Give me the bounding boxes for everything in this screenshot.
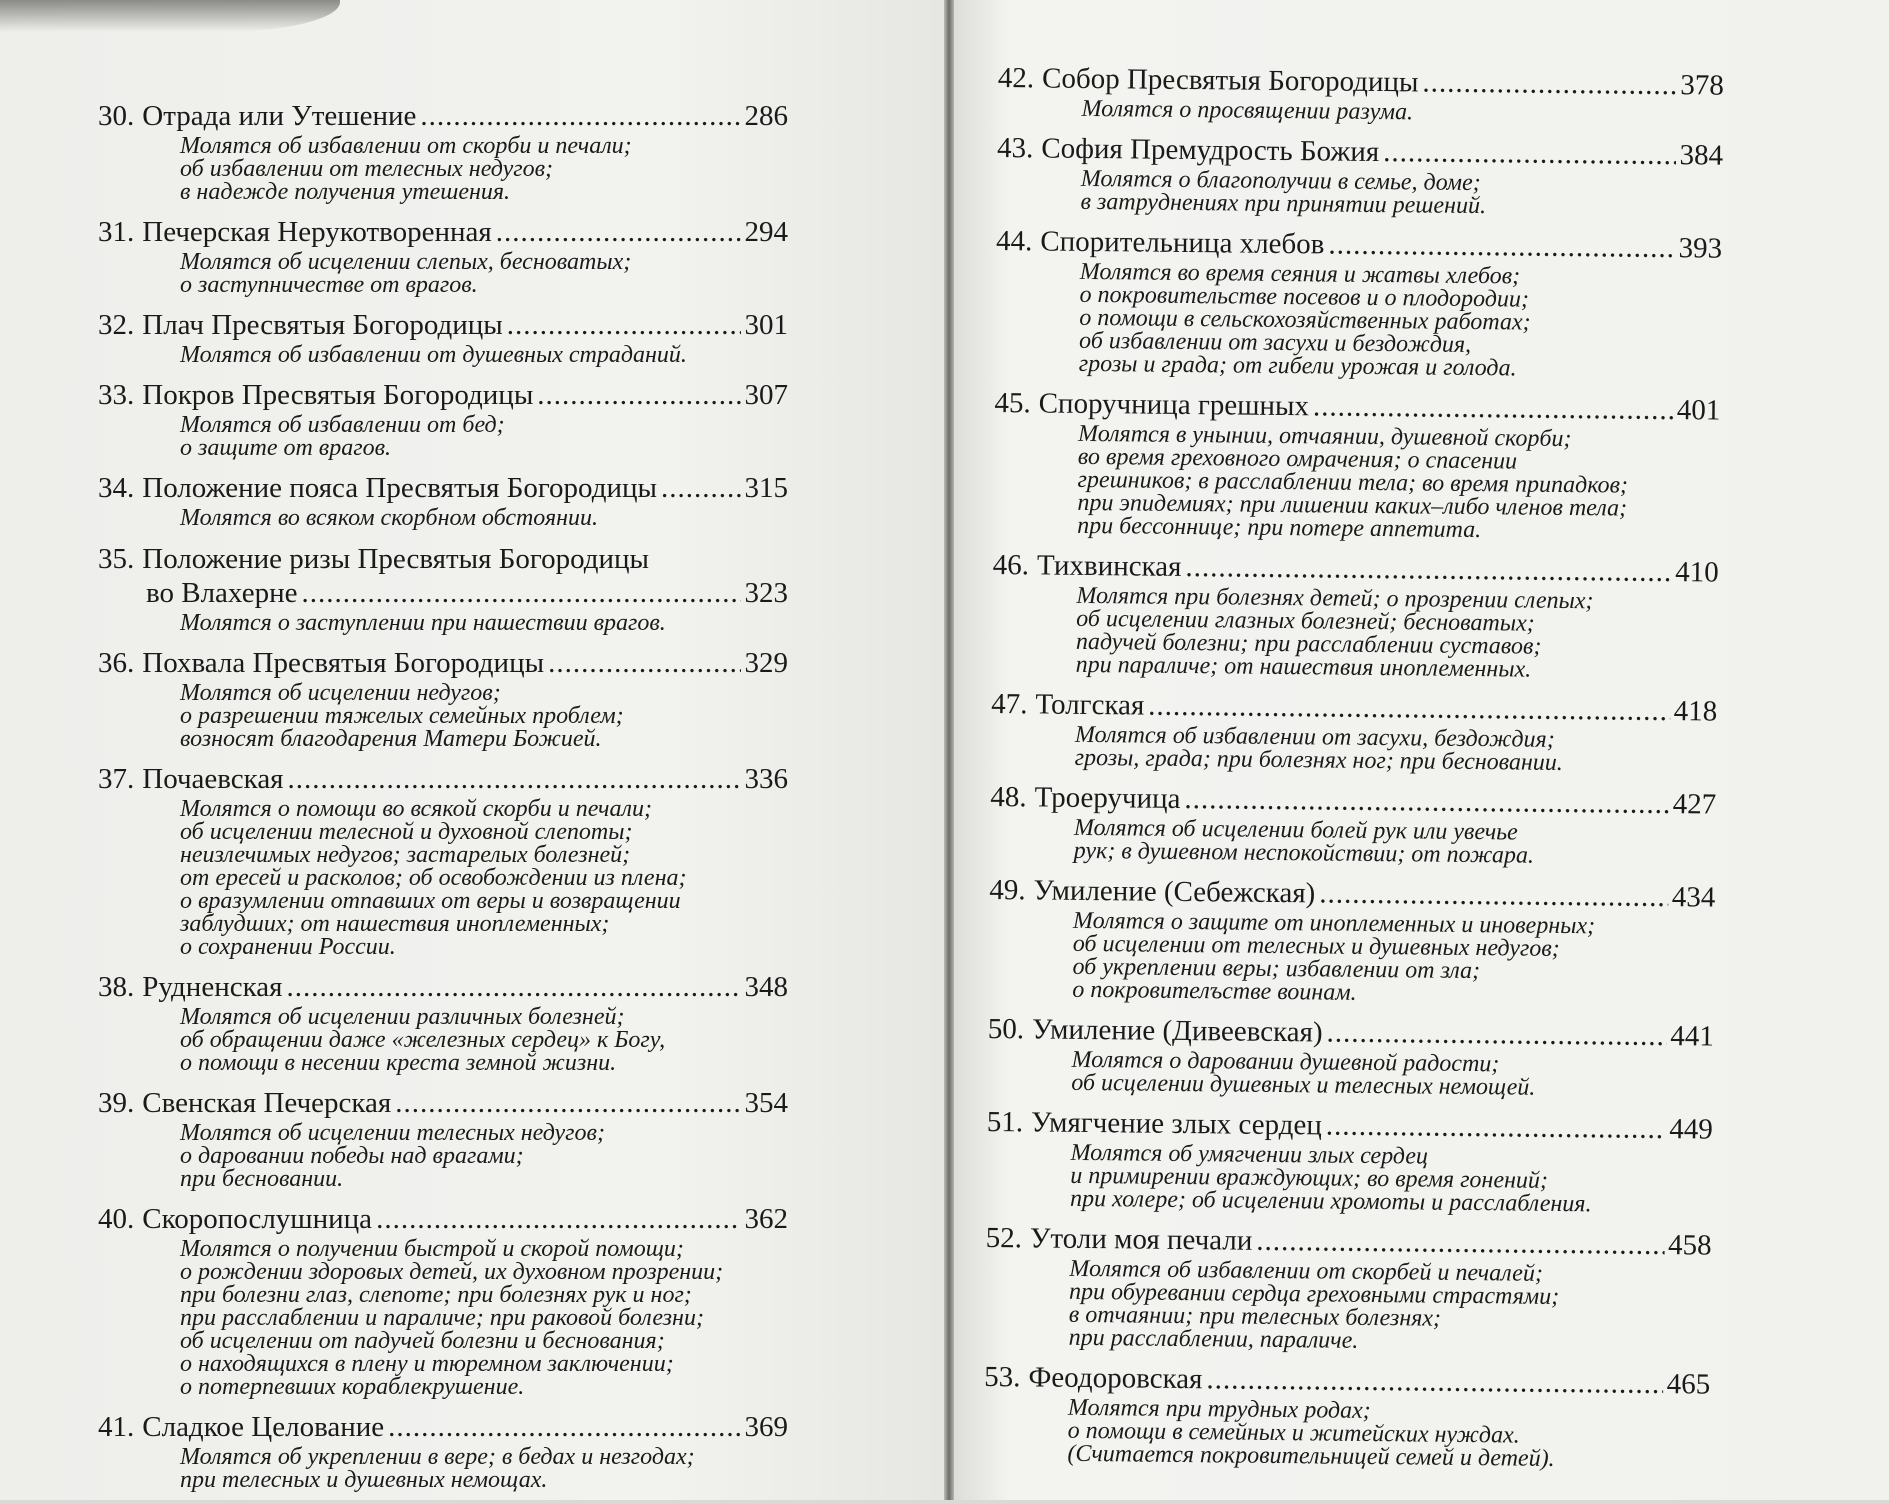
- dot-leader: [1328, 228, 1674, 265]
- description-line: в надежде получения утешения.: [180, 179, 511, 205]
- description-line: (Считается покровительницей семей и детей).: [1067, 1440, 1555, 1472]
- toc-entry-title: Спорительница хлебов: [1040, 225, 1325, 261]
- toc-entry-description: [1068, 1255, 1712, 1357]
- toc-entry-number: 45.: [994, 386, 1031, 420]
- toc-entry-number: 31.: [98, 216, 135, 248]
- toc-entry-description: [1074, 721, 1717, 777]
- dot-leader: [301, 576, 740, 610]
- toc-entry-title: София Премудрость Божия: [1041, 132, 1380, 168]
- toc-entry-title: Умиление (Себежская): [1033, 874, 1316, 910]
- dot-leader: [1326, 1109, 1666, 1146]
- book-gutter: [944, 0, 954, 1500]
- toc-entry-description: [180, 1446, 788, 1492]
- toc-entry-heading: [98, 309, 788, 342]
- toc-entry-description: [1071, 1046, 1713, 1102]
- dot-leader: [661, 472, 741, 505]
- toc-entry-page-number: 410: [1675, 556, 1719, 589]
- toc-entry-page-number: 336: [744, 763, 788, 795]
- description-line: рук; в душевном неспокойствии; от пожара.: [1073, 837, 1535, 869]
- toc-entry-page-number: 378: [1680, 69, 1724, 102]
- toc-entry-page-number: 301: [744, 309, 788, 341]
- toc-entry-page-number: 307: [744, 379, 788, 411]
- toc-entry-page-number: 441: [1670, 1020, 1715, 1053]
- toc-entry-page-number: 323: [744, 577, 788, 609]
- toc-left: [98, 100, 788, 1504]
- description-line: при расслаблении и параличе; при раковой болезни;: [180, 1305, 704, 1331]
- description-line: при обуревании сердца греховными страстями;: [1068, 1278, 1560, 1310]
- toc-entry-description: [180, 1006, 788, 1075]
- toc-entry-number: 46.: [992, 548, 1030, 582]
- description-line: Молятся об исцелении различных болезней;: [180, 1004, 625, 1030]
- toc-entry-page-number: 384: [1679, 139, 1724, 172]
- description-line: об исцелении душевных и телесных немощей.: [1071, 1069, 1536, 1101]
- dot-leader: [1184, 783, 1669, 821]
- toc-entry: [98, 647, 788, 751]
- description-line: Молятся о просвящении разума.: [1081, 95, 1414, 126]
- toc-entry-title: Скоропослушница: [142, 1203, 373, 1235]
- dot-leader: [548, 647, 740, 680]
- toc-entry: [98, 1411, 788, 1492]
- dot-leader: [1206, 1363, 1663, 1401]
- dot-leader: [1326, 1016, 1666, 1053]
- dot-leader: [537, 379, 740, 412]
- toc-entry-heading: [98, 647, 788, 680]
- toc-entry-description: [1077, 420, 1720, 545]
- description-line: Молятся об исцелении недугов;: [180, 680, 501, 706]
- toc-entry-number: 49.: [989, 873, 1026, 907]
- toc-entry-number: 41.: [98, 1411, 135, 1443]
- toc-entry-page-number: 465: [1666, 1368, 1711, 1401]
- toc-entry-title: Отрада или Утешение: [142, 100, 417, 132]
- description-line: Молятся об исцелении телесных недугов;: [180, 1120, 605, 1146]
- description-line: об укреплении веры; избавлении от зла;: [1072, 953, 1481, 985]
- toc-entry-description: [180, 682, 788, 751]
- description-line: Молятся о даровании душевной радости;: [1071, 1046, 1500, 1078]
- toc-entry-number: 35.: [98, 543, 135, 575]
- toc-entry-page-number: 393: [1678, 232, 1723, 265]
- description-line: Молятся об избавлении от засухи, бездождия;: [1074, 721, 1555, 753]
- toc-entry-description: [1080, 165, 1722, 221]
- toc-entry-description: [1072, 907, 1715, 1009]
- description-line: Молятся об исцелении слепых, бесноватых;: [180, 249, 632, 275]
- toc-entry-title: Троеручица: [1034, 781, 1181, 815]
- toc-entry-heading: [98, 542, 788, 610]
- toc-entry-page-number: 427: [1672, 788, 1717, 821]
- toc-entry-title: Собор Пресвятыя Богородицы: [1041, 62, 1419, 99]
- description-line: от ересей и расколов; об освобождении из плена;: [180, 865, 687, 891]
- dot-leader: [1313, 390, 1673, 427]
- toc-entry-heading-line: [98, 576, 788, 610]
- toc-entry-number: 47.: [991, 687, 1028, 721]
- toc-entry-number: 42.: [997, 62, 1035, 95]
- dot-leader: [288, 763, 741, 796]
- toc-entry-number: 52.: [985, 1221, 1023, 1255]
- toc-entry-heading: [98, 216, 788, 249]
- toc-entry-heading: [98, 472, 788, 505]
- description-line: о находящихся в плену и тюремном заключении;: [180, 1351, 674, 1377]
- toc-entry-heading: [98, 1411, 788, 1444]
- toc-entry-page-number: 362: [744, 1203, 788, 1235]
- toc-entry-description: [1069, 1139, 1713, 1218]
- toc-entry-description: [180, 135, 788, 204]
- dot-leader: [507, 309, 741, 342]
- dot-leader: [1383, 136, 1676, 172]
- description-line: об исцелении глазных болезней; бесноватых;: [1076, 605, 1535, 637]
- dot-leader: [1185, 551, 1671, 589]
- description-line: при бесновании.: [180, 1166, 344, 1192]
- toc-entry-page-number: 286: [744, 100, 788, 132]
- toc-entry: [98, 1203, 788, 1399]
- toc-entry-heading: [98, 1087, 788, 1120]
- toc-entry-description: [180, 1122, 788, 1191]
- description-line: при параличе; от нашествия иноплеменных.: [1075, 651, 1532, 683]
- description-line: грозы и града; от гибели урожая и голода.: [1078, 350, 1517, 382]
- description-line: Молятся об укреплении в вере; в бедах и незгодах;: [180, 1444, 695, 1470]
- dot-leader: [395, 1087, 740, 1120]
- dot-leader: [1422, 66, 1676, 102]
- toc-entry: [98, 971, 788, 1075]
- toc-entry-description: [1075, 582, 1719, 684]
- description-line: при телесных и душевных немощах.: [180, 1467, 548, 1493]
- dot-leader: [376, 1203, 740, 1236]
- toc-entry-description: [180, 798, 788, 959]
- toc-entry-heading: [98, 971, 788, 1004]
- dot-leader: [420, 100, 740, 133]
- dot-leader: [496, 216, 741, 249]
- toc-entry: [990, 781, 1717, 870]
- toc-entry-title: Споручница грешных: [1038, 387, 1310, 423]
- toc-entry-description: [1078, 258, 1722, 383]
- description-line: Молятся об избавлении от скорби и печали;: [180, 133, 632, 159]
- toc-entry-title: Феодоровская: [1028, 1361, 1203, 1396]
- toc-entry-number: 32.: [98, 309, 135, 341]
- toc-entry-number: 43.: [996, 131, 1034, 165]
- description-line: Молятся во время сеяния и жатвы хлебов;: [1079, 258, 1521, 290]
- toc-entry: [992, 549, 1719, 684]
- description-line: Молятся при болезнях детей; о прозрении слепых;: [1076, 582, 1594, 615]
- toc-entry-page-number: 434: [1671, 881, 1716, 914]
- toc-entry-number: 37.: [98, 763, 135, 795]
- toc-entry-page-number: 458: [1667, 1229, 1712, 1262]
- description-line: Молятся о помощи во всякой скорби и печали;: [180, 796, 652, 822]
- toc-entry-title-continued: во Влахерне: [146, 577, 298, 609]
- dot-leader: [286, 971, 740, 1004]
- toc-entry: [986, 1106, 1713, 1218]
- toc-right: [983, 62, 1724, 1485]
- description-line: при болезни глаз, слепоте; при болезнях рук и ног;: [180, 1282, 692, 1308]
- toc-entry-heading-line: [98, 542, 788, 576]
- toc-entry: [996, 132, 1723, 221]
- description-line: во время греховного омрачения; о спасении: [1077, 443, 1518, 475]
- toc-entry: [98, 309, 788, 367]
- toc-entry-number: 33.: [98, 379, 135, 411]
- toc-entry-description: [180, 414, 788, 460]
- description-line: при эпидемиях; при лишении каких–либо членов тела;: [1077, 489, 1628, 522]
- description-line: о помощи в сельскохозяйственных работах;: [1079, 304, 1531, 336]
- toc-entry-title: Положение ризы Пресвятыя Богородицы: [142, 543, 650, 575]
- description-line: заблудших; от нашествия иноплеменных;: [180, 911, 610, 937]
- description-line: о покровительстве посевов и о плодородии;: [1079, 281, 1530, 313]
- description-line: Молятся об умягчении злых сердец: [1070, 1139, 1429, 1170]
- toc-entry-page-number: 329: [744, 647, 788, 679]
- toc-entry-title: Почаевская: [142, 763, 284, 795]
- description-line: об избавлении от телесных недугов;: [180, 156, 554, 182]
- toc-entry-page-number: 369: [744, 1411, 788, 1443]
- toc-entry-description: [180, 251, 788, 297]
- description-line: грешников; в расслаблении тела; во время припадков;: [1077, 466, 1629, 499]
- toc-entry-number: 34.: [98, 472, 135, 504]
- toc-entry-description: [1073, 814, 1716, 870]
- toc-entry-description: [1067, 1394, 1710, 1473]
- toc-entry-number: 36.: [98, 647, 135, 679]
- toc-entry-page-number: 348: [744, 971, 788, 1003]
- toc-entry: [988, 874, 1715, 1009]
- description-line: неизлечимых недугов; застарелых болезней;: [180, 842, 631, 868]
- toc-entry-title: Толгская: [1035, 688, 1145, 722]
- description-line: Молятся об исцелении болей рук или увечье: [1073, 814, 1518, 846]
- description-line: о рождении здоровых детей, их духовном прозрении;: [180, 1259, 724, 1285]
- description-line: Молятся о заступлении при нашествии врагов.: [180, 610, 666, 636]
- description-line: в отчаянии; при телесных болезнях;: [1068, 1301, 1442, 1332]
- toc-entry-number: 48.: [990, 780, 1027, 814]
- description-line: о заступничестве от врагов.: [180, 272, 478, 298]
- toc-entry-description: [180, 344, 788, 367]
- toc-entry: [985, 1222, 1712, 1357]
- description-line: о вразумлении отпавших от веры и возвращении: [180, 888, 681, 914]
- toc-entry-number: 38.: [98, 971, 135, 1003]
- toc-entry-heading: [98, 100, 788, 133]
- toc-entry-description: [1081, 95, 1723, 128]
- toc-entry-number: 30.: [98, 100, 135, 132]
- description-line: Молятся об избавлении от скорбей и печалей;: [1069, 1255, 1544, 1287]
- description-line: о даровании победы над врагами;: [180, 1143, 524, 1169]
- description-line: о потерпевших кораблекрушение.: [180, 1374, 525, 1400]
- toc-entry: [98, 216, 788, 297]
- description-line: Молятся во всяком скорбном обстоянии.: [180, 505, 599, 531]
- description-line: и примирении враждующих; во время гонений;: [1070, 1162, 1549, 1194]
- description-line: о покровителъстве воинам.: [1072, 976, 1357, 1006]
- toc-entry-title: Тихвинская: [1036, 549, 1182, 583]
- description-line: грозы, града; при болезнях ног; при бесновании.: [1074, 744, 1564, 776]
- toc-entry: [995, 225, 1723, 383]
- description-line: в затруднениях при принятии решений.: [1080, 188, 1487, 220]
- toc-entry-title: Утоли моя печали: [1029, 1222, 1253, 1257]
- dot-leader: [1256, 1225, 1664, 1262]
- dot-leader: [1148, 690, 1670, 728]
- toc-entry-number: 50.: [987, 1012, 1025, 1046]
- description-line: об исцелении телесной и духовной слепоты;: [180, 819, 633, 845]
- toc-entry: [991, 688, 1718, 777]
- toc-entry-heading: [98, 379, 788, 412]
- toc-entry: [983, 1361, 1710, 1473]
- toc-entry-heading: [98, 763, 788, 796]
- toc-entry-page-number: 315: [744, 472, 788, 504]
- toc-entry-title: Положение пояса Пресвятыя Богородицы: [142, 472, 657, 504]
- description-line: о помощи в семейных и житейских нуждах.: [1067, 1417, 1520, 1449]
- description-line: об исцелении от падучей болезни и беснования;: [180, 1328, 665, 1354]
- description-line: об обращении даже «железных сердец» к Богу,: [180, 1027, 666, 1053]
- toc-entry-title: Рудненская: [142, 971, 283, 1003]
- description-line: возносят благодарения Матери Божией.: [180, 726, 602, 752]
- toc-entry-page-number: 449: [1669, 1113, 1714, 1146]
- description-line: Молятся в унынии, отчаянии, душевной скорби;: [1077, 420, 1572, 453]
- toc-entry: [98, 379, 788, 460]
- description-line: Молятся об избавлении от душевных страданий.: [180, 342, 687, 368]
- toc-entry-description: [180, 507, 788, 530]
- toc-entry-number: 40.: [98, 1203, 135, 1235]
- description-line: Молятся о получении быстрой и скорой помощи;: [180, 1236, 684, 1262]
- toc-entry: [98, 1087, 788, 1191]
- description-line: о сохранении России.: [180, 934, 396, 960]
- toc-entry: [98, 763, 788, 959]
- toc-entry: [98, 100, 788, 204]
- toc-entry: [98, 472, 788, 530]
- description-line: об исцелении от телесных и душевных недугов;: [1072, 930, 1560, 962]
- description-line: о разрешении тяжелых семейных проблем;: [180, 703, 624, 729]
- toc-entry: [98, 542, 788, 635]
- description-line: при холере; об исцелении хромоты и расслабления.: [1069, 1185, 1592, 1218]
- toc-entry-heading: [98, 1203, 788, 1236]
- description-line: при расслаблении, параличе.: [1068, 1324, 1359, 1354]
- description-line: о защите от врагов.: [180, 435, 391, 461]
- toc-entry-number: 51.: [986, 1105, 1024, 1139]
- description-line: при бессоннице; при потере аппетита.: [1077, 512, 1482, 544]
- toc-entry: [993, 387, 1721, 545]
- description-line: Молятся об избавлении от бед;: [180, 412, 505, 438]
- description-line: об избавлении от засухи и бездождия,: [1078, 327, 1472, 358]
- toc-entry: [997, 62, 1724, 128]
- toc-entry-page-number: 418: [1673, 695, 1718, 728]
- toc-entry-page-number: 401: [1676, 394, 1721, 427]
- toc-entry-title: Печерская Нерукотворенная: [142, 216, 492, 248]
- description-line: падучей болезни; при расслаблении суставов;: [1075, 628, 1542, 660]
- toc-entry-title: Умиление (Дивеевская): [1031, 1013, 1323, 1049]
- toc-entry-description: [180, 612, 788, 635]
- toc-entry-title: Похвала Пресвятыя Богородицы: [142, 647, 545, 679]
- toc-entry-page-number: 354: [744, 1087, 788, 1119]
- toc-entry-page-number: 294: [744, 216, 788, 248]
- dot-leader: [388, 1411, 740, 1444]
- toc-entry-description: [180, 1238, 788, 1399]
- toc-entry-number: 44.: [995, 224, 1033, 258]
- dot-leader: [1319, 877, 1668, 914]
- toc-entry-title: Свенская Печерская: [142, 1087, 392, 1119]
- toc-entry-number: 53.: [984, 1360, 1021, 1394]
- description-line: Молятся при трудных родах;: [1067, 1394, 1371, 1424]
- toc-entry-title: Плач Пресвятыя Богородицы: [142, 309, 503, 341]
- description-line: о помощи в несении креста земной жизни.: [180, 1050, 617, 1076]
- toc-entry-title: Умягчение злых сердец: [1030, 1106, 1323, 1142]
- toc-entry: [987, 1013, 1714, 1102]
- toc-entry-title: Покров Пресвятыя Богородицы: [142, 379, 534, 411]
- toc-entry-title: Сладкое Целование: [142, 1411, 385, 1443]
- toc-entry-number: 39.: [98, 1087, 135, 1119]
- description-line: Молятся о защите от иноплеменных и иноверных;: [1072, 907, 1596, 940]
- description-line: Молятся о благополучии в семье, доме;: [1080, 165, 1481, 197]
